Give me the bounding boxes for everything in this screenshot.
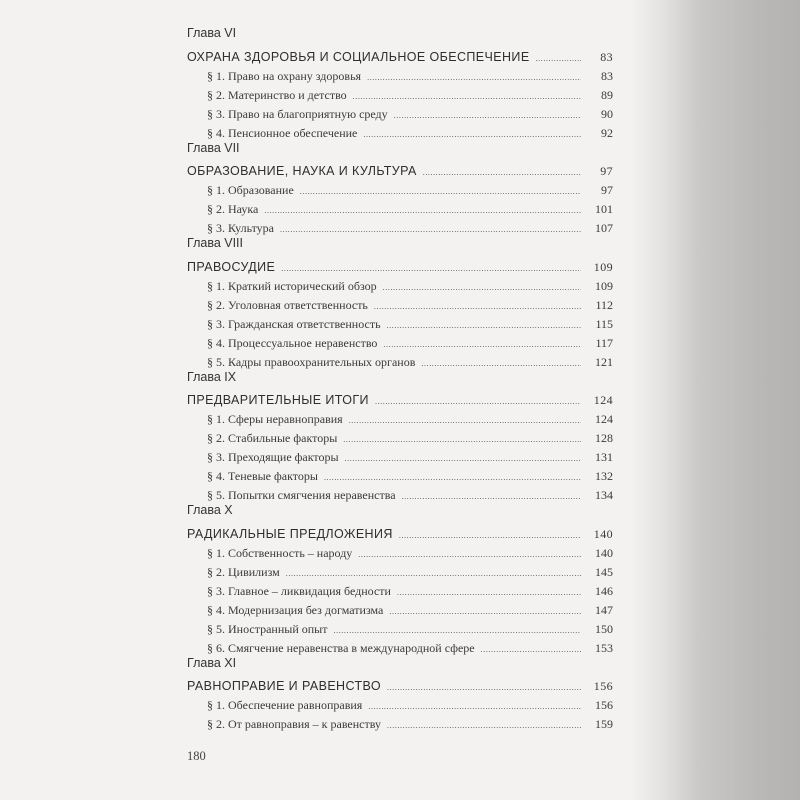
- page-ref: 112: [595, 297, 613, 312]
- dot-leader: [387, 316, 581, 335]
- section-title: § 2. Стабильные факторы: [207, 431, 338, 445]
- chapter-title: РАДИКАЛЬНЫЕ ПРЕДЛОЖЕНИЯ: [187, 526, 393, 541]
- page-ref: 109: [595, 278, 613, 293]
- page-ref: 109: [593, 259, 613, 274]
- dot-leader: [402, 487, 581, 506]
- page-ref: 107: [595, 221, 613, 235]
- page-ref: 156: [595, 698, 613, 712]
- section-title: § 1. Образование: [207, 183, 294, 197]
- page-ref: 124: [593, 393, 613, 407]
- page-ref: 156: [593, 679, 613, 693]
- section-entry: [187, 620, 613, 639]
- chapter-block: [187, 370, 613, 506]
- chapter-title: ПРАВОСУДИЕ: [187, 259, 276, 274]
- dot-leader: [280, 220, 581, 239]
- section-entry: [187, 353, 613, 372]
- section-entry: [187, 467, 613, 486]
- section-title: § 3. Право на благоприятную среду: [207, 106, 388, 121]
- section-title: § 1. Собственность – народу: [207, 545, 353, 560]
- dot-leader: [383, 278, 581, 297]
- page-ref: 140: [595, 545, 613, 560]
- page-ref: 132: [595, 469, 613, 483]
- section-entry: [187, 200, 613, 219]
- chapter-label: Глава IX: [187, 369, 237, 384]
- chapter-title: ПРЕДВАРИТЕЛЬНЫЕ ИТОГИ: [187, 393, 369, 407]
- dot-leader: [286, 564, 581, 583]
- chapter-block: [187, 236, 613, 372]
- chapter-block: [187, 656, 613, 735]
- dot-leader: [358, 545, 581, 564]
- section-entry: [187, 67, 613, 86]
- section-title: § 3. Культура: [207, 221, 274, 235]
- chapter-label: Глава XI: [187, 655, 237, 670]
- page-ref: 128: [595, 431, 613, 445]
- dot-leader: [394, 106, 581, 125]
- chapter-block: [187, 503, 613, 658]
- dot-leader: [367, 68, 581, 87]
- chapter-title-entry: [187, 48, 613, 67]
- chapter-label: Глава VIII: [187, 236, 243, 250]
- page-ref: 97: [600, 164, 613, 178]
- chapter-title-entry: [187, 258, 613, 277]
- section-entry: [187, 563, 613, 582]
- page-ref: 131: [595, 450, 613, 464]
- chapter-title-entry: [187, 162, 613, 181]
- dot-leader: [387, 716, 581, 735]
- page-ref: 124: [595, 412, 613, 426]
- section-entry: [187, 544, 613, 563]
- page-ref: 121: [595, 354, 613, 369]
- page-ref: 159: [595, 717, 613, 731]
- section-entry: [187, 334, 613, 353]
- section-title: § 1. Право на охрану здоровья: [207, 68, 362, 83]
- dot-leader: [300, 182, 581, 201]
- page-ref: 145: [595, 564, 613, 579]
- page-ref: 115: [595, 316, 613, 331]
- section-title: § 2. От равноправия – к равенству: [207, 717, 382, 731]
- chapter-block: [187, 26, 613, 143]
- page-ref: 92: [601, 125, 613, 140]
- section-entry: [187, 429, 613, 448]
- section-entry: [187, 448, 613, 467]
- section-title: § 5. Кадры правоохранительных органов: [207, 354, 416, 369]
- section-title: § 4. Теневые факторы: [207, 469, 318, 483]
- section-entry: [187, 277, 613, 296]
- chapter-title-entry: [187, 391, 613, 410]
- chapter-title-entry: [187, 677, 613, 696]
- dot-leader: [397, 583, 581, 602]
- page-ref: 90: [601, 106, 613, 121]
- section-entry: [187, 86, 613, 105]
- chapter-label: Глава X: [187, 503, 233, 517]
- section-entry: [187, 601, 613, 620]
- section-entry: [187, 410, 613, 429]
- page-ref: 89: [601, 87, 613, 102]
- section-entry: [187, 582, 613, 601]
- section-title: § 4. Пенсионное обеспечение: [207, 125, 358, 140]
- section-title: § 3. Гражданская ответственность: [207, 316, 381, 331]
- page-ref: 146: [595, 583, 613, 598]
- dot-leader: [383, 335, 581, 354]
- dot-leader: [421, 354, 581, 373]
- dot-leader: [387, 678, 581, 697]
- section-title: § 2. Наука: [207, 202, 259, 216]
- page-ref: 153: [595, 640, 613, 655]
- section-title: § 2. Уголовная ответственность: [207, 297, 368, 312]
- dot-leader: [399, 526, 581, 545]
- dot-leader: [363, 125, 581, 144]
- dot-leader: [334, 621, 582, 640]
- section-entry: [187, 639, 613, 658]
- section-title: § 2. Цивилизм: [207, 564, 280, 579]
- section-title: § 3. Главное – ликвидация бедности: [207, 583, 391, 598]
- chapter-title-entry: [187, 525, 613, 544]
- dot-leader: [343, 430, 581, 449]
- dot-leader: [423, 163, 581, 182]
- section-title: § 5. Иностранный опыт: [207, 621, 328, 636]
- section-entry: [187, 124, 613, 143]
- page-ref: 83: [600, 49, 613, 64]
- table-of-contents: [187, 26, 613, 734]
- page-ref: 134: [595, 488, 613, 502]
- dot-leader: [368, 697, 581, 716]
- chapter-title: РАВНОПРАВИЕ И РАВЕНСТВО: [187, 679, 381, 693]
- section-title: § 4. Процессуальное неравенство: [207, 335, 378, 350]
- page-ref: 117: [595, 335, 613, 350]
- section-title: § 1. Сферы неравноправия: [207, 412, 343, 426]
- section-title: § 3. Преходящие факторы: [207, 450, 339, 464]
- dot-leader: [349, 411, 581, 430]
- section-entry: [187, 696, 613, 715]
- dot-leader: [375, 392, 581, 411]
- dot-leader: [264, 201, 581, 220]
- section-title: § 5. Попытки смягчения неравенства: [207, 488, 396, 502]
- page-ref: 97: [601, 183, 613, 197]
- page-ref: 140: [593, 526, 613, 541]
- section-title: § 1. Обеспечение равноправия: [207, 698, 363, 712]
- section-title: § 1. Краткий исторический обзор: [207, 278, 377, 293]
- section-entry: [187, 715, 613, 734]
- dot-leader: [536, 49, 581, 68]
- dot-leader: [481, 640, 581, 659]
- section-entry: [187, 181, 613, 200]
- dot-leader: [345, 449, 581, 468]
- page-number: 180: [187, 749, 206, 763]
- chapter-label: Глава VI: [187, 26, 237, 40]
- section-entry: [187, 315, 613, 334]
- dot-leader: [374, 297, 581, 316]
- page-ref: 101: [595, 202, 613, 216]
- chapter-title: ОБРАЗОВАНИЕ, НАУКА И КУЛЬТУРА: [187, 164, 417, 178]
- page-ref: 147: [595, 602, 613, 617]
- section-title: § 4. Модернизация без догматизма: [207, 602, 384, 617]
- dot-leader: [389, 602, 581, 621]
- section-entry: [187, 219, 613, 238]
- section-title: § 6. Смягчение неравенства в международной сфере: [207, 640, 475, 655]
- section-entry: [187, 105, 613, 124]
- section-entry: [187, 296, 613, 315]
- dot-leader: [353, 87, 581, 106]
- dot-leader: [281, 259, 581, 278]
- chapter-title: ОХРАНА ЗДОРОВЬЯ И СОЦИАЛЬНОЕ ОБЕСПЕЧЕНИЕ: [187, 49, 530, 64]
- page-ref: 150: [595, 621, 613, 636]
- chapter-block: [187, 141, 613, 239]
- dot-leader: [324, 468, 581, 487]
- page-ref: 83: [601, 68, 613, 83]
- section-title: § 2. Материнство и детство: [207, 87, 347, 102]
- chapter-label: Глава VII: [187, 140, 240, 155]
